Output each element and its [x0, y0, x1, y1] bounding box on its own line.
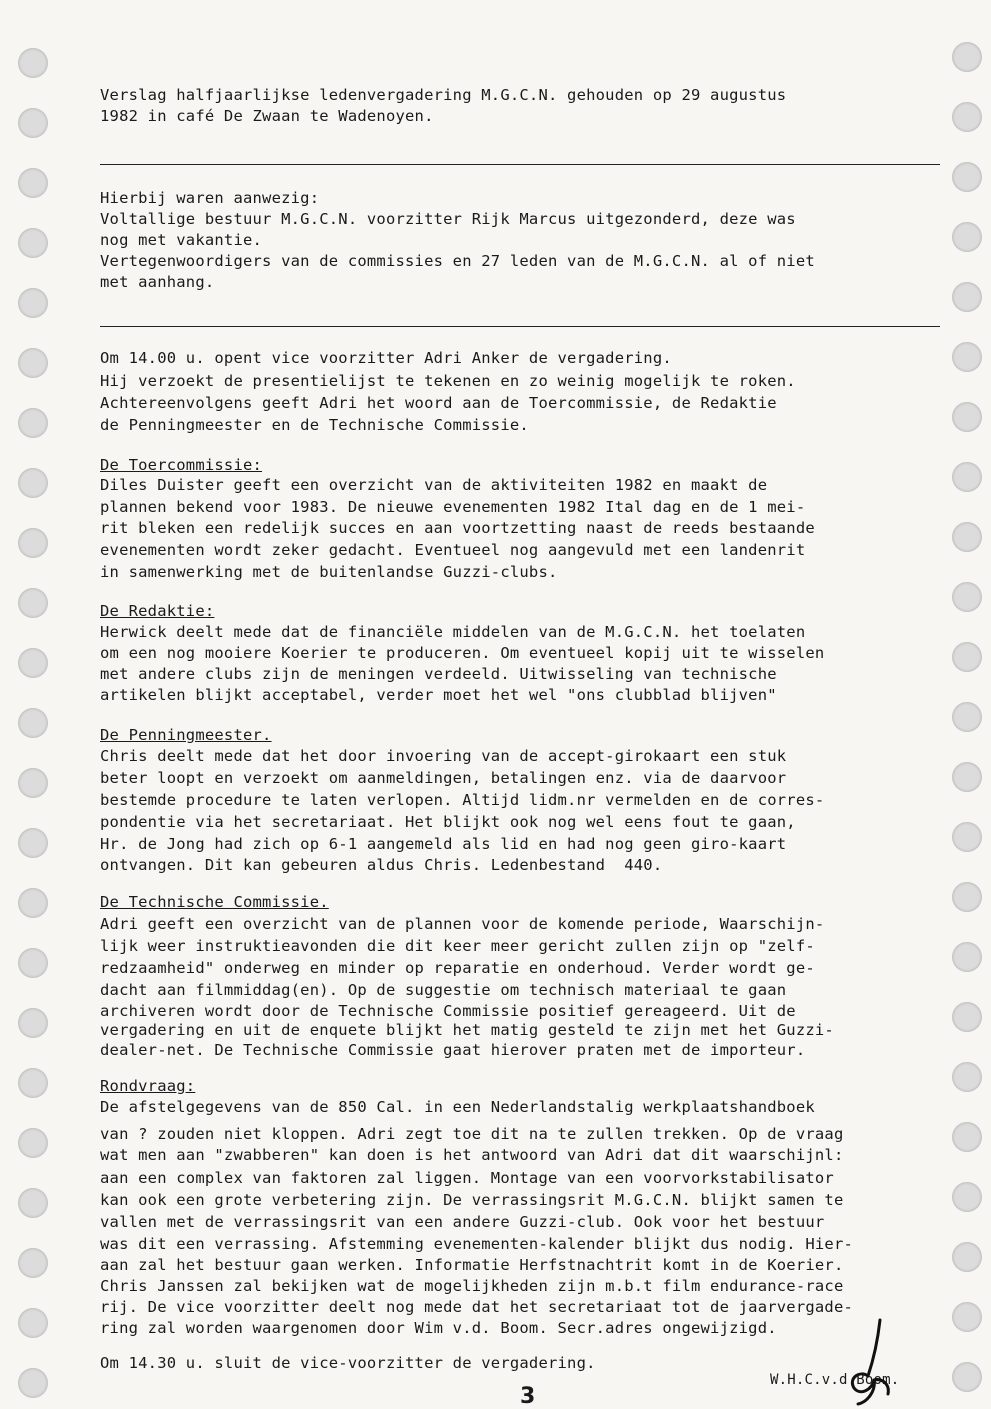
penningmeester-line: beter loopt en verzoekt om aanmeldingen, betalingen enz. via de daarvoor: [100, 769, 787, 787]
rondvraag-line: wat men aan "zwabberen" kan doen is het antwoord van Adri dat dit waarschijnl:: [100, 1146, 844, 1164]
opening-line: Achtereenvolgens geeft Adri het woord aan de Toercommissie, de Redaktie: [100, 394, 777, 412]
punch-hole: [18, 948, 48, 978]
punch-hole: [18, 1368, 48, 1398]
attendance-line: met aanhang.: [100, 273, 215, 291]
punch-hole: [18, 1128, 48, 1158]
punch-hole: [952, 1242, 982, 1272]
technische-commissie-line: vergadering en uit de enquete blijkt het matig gesteld te zijn met het Guzzi-: [100, 1021, 834, 1039]
left-punch-holes: [18, 0, 52, 1406]
technische-commissie-line: lijk weer instruktieavonden die dit keer meer gericht zullen zijn op "zelf-: [100, 937, 815, 955]
punch-hole: [18, 168, 48, 198]
punch-hole: [18, 1308, 48, 1338]
punch-hole: [952, 102, 982, 132]
technische-commissie-line: redzaamheid" onderweg en minder op reparatie en onderhoud. Verder wordt ge-: [100, 959, 815, 977]
rondvraag-line: was dit een verrassing. Afstemming evenementen-kalender blijkt dus nodig. Hier-: [100, 1235, 854, 1253]
punch-hole: [18, 348, 48, 378]
punch-hole: [952, 1302, 982, 1332]
technische-commissie-line: archiveren wordt door de Technische Commissie positief gereageerd. Uit de: [100, 1002, 796, 1020]
right-punch-holes: [952, 0, 986, 1406]
punch-hole: [18, 468, 48, 498]
closing-line: Om 14.30 u. sluit de vice-voorzitter de vergadering.: [100, 1354, 596, 1372]
punch-hole: [18, 588, 48, 618]
punch-hole: [952, 642, 982, 672]
divider: [100, 326, 940, 327]
redaktie-line: om een nog mooiere Koerier te produceren. Om eventueel kopij uit te wisselen: [100, 644, 825, 662]
attendance-line: Hierbij waren aanwezig:: [100, 189, 320, 207]
penningmeester-line: ontvangen. Dit kan gebeuren aldus Chris. Ledenbestand 440.: [100, 856, 663, 874]
redaktie-line: met andere clubs zijn de meningen verdeeld. Uitwisseling van technische: [100, 665, 777, 683]
opening-line: Hij verzoekt de presentielijst te tekenen en zo weinig mogelijk te roken.: [100, 372, 796, 390]
attendance-line: Voltallige bestuur M.G.C.N. voorzitter Rijk Marcus uitgezonderd, deze was: [100, 210, 796, 228]
punch-hole: [18, 708, 48, 738]
redaktie-line: artikelen blijkt acceptabel, verder moet het wel "ons clubblad blijven": [100, 686, 777, 704]
punch-hole: [18, 888, 48, 918]
punch-hole: [952, 222, 982, 252]
section-heading-technische-commissie: De Technische Commissie.: [100, 893, 329, 911]
rondvraag-line: De afstelgegevens van de 850 Cal. in een Nederlandstalig werkplaatshandboek: [100, 1098, 815, 1116]
punch-hole: [952, 522, 982, 552]
penningmeester-line: bestemde procedure te laten verlopen. Altijd lidm.nr vermelden en de corres-: [100, 791, 825, 809]
redaktie-line: Herwick deelt mede dat de financiële middelen van de M.G.C.N. het toelaten: [100, 623, 806, 641]
divider: [100, 164, 940, 165]
penningmeester-line: Chris deelt mede dat het door invoering van de accept-girokaart een stuk: [100, 747, 787, 765]
opening-line: Om 14.00 u. opent vice voorzitter Adri Anker de vergadering.: [100, 349, 672, 367]
punch-hole: [952, 1362, 982, 1392]
attendance-line: nog met vakantie.: [100, 231, 263, 249]
toercommissie-line: Diles Duister geeft een overzicht van de aktiviteiten 1982 en maakt de: [100, 476, 768, 494]
punch-hole: [18, 828, 48, 858]
technische-commissie-line: Adri geeft een overzicht van de plannen voor de komende periode, Waarschijn-: [100, 915, 825, 933]
section-heading-toercommissie: De Toercommissie:: [100, 456, 263, 474]
toercommissie-line: plannen bekend voor 1983. De nieuwe evenementen 1982 Ital dag en de 1 mei-: [100, 498, 806, 516]
punch-hole: [18, 408, 48, 438]
punch-hole: [952, 942, 982, 972]
rondvraag-line: aan een complex van faktoren zal liggen. Montage van een voorvorkstabilisator: [100, 1169, 834, 1187]
punch-hole: [952, 42, 982, 72]
punch-hole: [952, 1002, 982, 1032]
section-heading-redaktie: De Redaktie:: [100, 602, 215, 620]
signature-name: W.H.C.v.d.Boom.: [770, 1372, 900, 1388]
technische-commissie-line: dacht aan filmmiddag(en). Op de suggestie om technisch materiaal te gaan: [100, 981, 787, 999]
toercommissie-line: in samenwerking met de buitenlandse Guzzi-clubs.: [100, 563, 558, 581]
punch-hole: [18, 288, 48, 318]
punch-hole: [18, 1008, 48, 1038]
toercommissie-line: rit bleken een redelijk succes en aan voortzetting naast de reeds bestaande: [100, 519, 815, 537]
punch-hole: [952, 882, 982, 912]
punch-hole: [18, 528, 48, 558]
handwritten-signature-icon: [838, 1318, 898, 1406]
section-heading-rondvraag: Rondvraag:: [100, 1077, 196, 1095]
penningmeester-line: Hr. de Jong had zich op 6-1 aangemeld als lid en had nog geen giro-kaart: [100, 835, 787, 853]
punch-hole: [18, 648, 48, 678]
report-title-line: Verslag halfjaarlijkse ledenvergadering M.G.C.N. gehouden op 29 augustus: [100, 86, 787, 104]
punch-hole: [18, 48, 48, 78]
rondvraag-line: kan ook een grote verbetering zijn. De verrassingsrit M.G.C.N. blijkt samen te: [100, 1191, 844, 1209]
punch-hole: [952, 462, 982, 492]
punch-hole: [18, 768, 48, 798]
penningmeester-line: pondentie via het secretariaat. Het blijkt ook nog wel eens fout te gaan,: [100, 813, 796, 831]
rondvraag-line: Chris Janssen zal bekijken wat de mogelijkheden zijn m.b.t film endurance-race: [100, 1277, 844, 1295]
toercommissie-line: evenementen wordt zeker gedacht. Eventueel nog aangevuld met een landenrit: [100, 541, 806, 559]
punch-hole: [952, 402, 982, 432]
rondvraag-line: ring zal worden waargenomen door Wim v.d. Boom. Secr.adres ongewijzigd.: [100, 1319, 777, 1337]
punch-hole: [18, 1068, 48, 1098]
punch-hole: [18, 1188, 48, 1218]
rondvraag-line: rij. De vice voorzitter deelt nog mede dat het secretariaat tot de jaarvergade-: [100, 1298, 854, 1316]
punch-hole: [952, 1182, 982, 1212]
punch-hole: [18, 228, 48, 258]
rondvraag-line: aan zal het bestuur gaan werken. Informatie Herfstnachtrit komt in de Koerier.: [100, 1256, 844, 1274]
punch-hole: [952, 822, 982, 852]
rondvraag-line: van ? zouden niet kloppen. Adri zegt toe dit na te zullen trekken. Op de vraag: [100, 1125, 844, 1143]
attendance-line: Vertegenwoordigers van de commissies en 27 leden van de M.G.C.N. al of niet: [100, 252, 815, 270]
rondvraag-line: vallen met de verrassingsrit van een andere Guzzi-club. Ook voor het bestuur: [100, 1213, 825, 1231]
punch-hole: [952, 342, 982, 372]
report-title-line: 1982 in café De Zwaan te Wadenoyen.: [100, 107, 434, 125]
punch-hole: [952, 762, 982, 792]
punch-hole: [952, 702, 982, 732]
punch-hole: [952, 1062, 982, 1092]
punch-hole: [952, 582, 982, 612]
punch-hole: [18, 108, 48, 138]
page-number: 3: [520, 1384, 536, 1409]
section-heading-penningmeester: De Penningmeester.: [100, 726, 272, 744]
punch-hole: [952, 162, 982, 192]
punch-hole: [18, 1248, 48, 1278]
technische-commissie-line: dealer-net. De Technische Commissie gaat hierover praten met de importeur.: [100, 1041, 806, 1059]
punch-hole: [952, 1122, 982, 1152]
punch-hole: [952, 282, 982, 312]
opening-line: de Penningmeester en de Technische Commissie.: [100, 416, 529, 434]
